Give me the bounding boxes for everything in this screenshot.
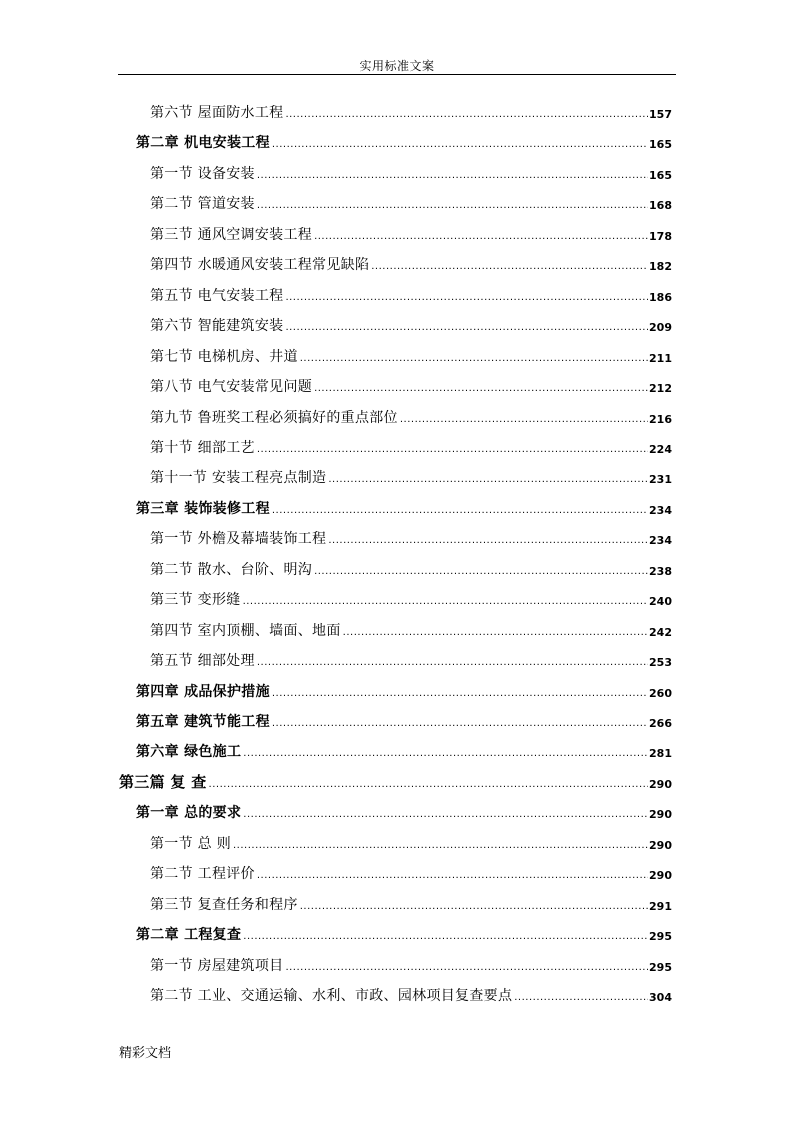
toc-entry[interactable] xyxy=(136,701,672,731)
toc-entry[interactable] xyxy=(150,336,672,366)
toc-entry[interactable] xyxy=(136,914,672,944)
toc-entry-title: 第三节 通风空调安装工程 xyxy=(150,226,313,243)
toc-entry-title: 第四节 水暖通风安装工程常见缺陷 xyxy=(150,257,370,274)
toc-entry[interactable] xyxy=(150,975,672,1005)
toc-page-number: 242 xyxy=(649,625,672,639)
toc-dot-leader xyxy=(243,808,648,822)
toc-dot-leader xyxy=(243,930,648,944)
toc-dot-leader xyxy=(257,199,648,213)
toc-entry[interactable] xyxy=(150,397,672,427)
toc-entry[interactable] xyxy=(150,427,672,457)
toc-dot-leader xyxy=(314,230,648,244)
toc-entry[interactable] xyxy=(136,671,672,701)
toc-entry[interactable] xyxy=(150,275,672,305)
toc-entry[interactable] xyxy=(150,305,672,335)
toc-entry-title: 第六节 智能建筑安装 xyxy=(150,318,284,335)
toc-page-number: 295 xyxy=(649,960,672,974)
toc-entry[interactable] xyxy=(150,853,672,883)
toc-page-number: 290 xyxy=(649,838,672,852)
toc-dot-leader xyxy=(272,717,648,731)
toc-dot-leader xyxy=(400,413,648,427)
toc-page-number: 304 xyxy=(649,991,672,1005)
toc-page-number: 291 xyxy=(649,899,672,913)
toc-entry[interactable] xyxy=(150,457,672,487)
toc-page-number: 234 xyxy=(649,534,672,548)
toc-entry-title: 第十一节 安装工程亮点制造 xyxy=(150,470,327,487)
toc-dot-leader xyxy=(314,565,648,579)
toc-page-number: 182 xyxy=(649,260,672,274)
toc-dot-leader xyxy=(328,473,648,487)
toc-entry-title: 第五节 细部处理 xyxy=(150,653,255,670)
toc-entry[interactable] xyxy=(150,92,672,122)
toc-entry-title: 第二章 工程复查 xyxy=(136,927,242,944)
toc-dot-leader xyxy=(257,869,648,883)
toc-entry-title: 第三章 装饰装修工程 xyxy=(136,500,270,517)
toc-dot-leader xyxy=(272,687,648,701)
toc-page-number: 157 xyxy=(649,108,672,121)
toc-dot-leader xyxy=(233,839,648,853)
toc-page-number: 186 xyxy=(649,290,672,304)
toc-dot-leader xyxy=(285,321,648,335)
toc-page-number: 290 xyxy=(649,869,672,883)
toc-entry[interactable] xyxy=(136,731,672,761)
toc-entry-title: 第一节 外檐及幕墙装饰工程 xyxy=(150,531,327,548)
toc-dot-leader xyxy=(314,382,648,396)
toc-page-number: 290 xyxy=(649,777,672,791)
toc-entry[interactable] xyxy=(150,214,672,244)
header-rule xyxy=(118,74,676,75)
toc-entry-title: 第一节 总 则 xyxy=(150,835,231,852)
toc-dot-leader xyxy=(300,900,648,914)
toc-entry-title: 第一章 总的要求 xyxy=(136,805,242,822)
toc-entry-title: 第二节 管道安装 xyxy=(150,196,255,213)
toc-page-number: 168 xyxy=(649,199,672,213)
toc-entry[interactable] xyxy=(150,610,672,640)
toc-entry[interactable] xyxy=(150,183,672,213)
toc-page-number: 224 xyxy=(649,442,672,456)
toc-entry[interactable] xyxy=(136,792,672,822)
toc-entry[interactable] xyxy=(150,244,672,274)
toc-entry-title: 第四章 成品保护措施 xyxy=(136,683,270,700)
toc-entry[interactable] xyxy=(150,640,672,670)
toc-page-number: 165 xyxy=(649,168,672,182)
toc-entry-title: 第五节 电气安装工程 xyxy=(150,287,284,304)
toc-page-number: 234 xyxy=(649,503,672,517)
toc-page-number: 212 xyxy=(649,382,672,396)
toc-dot-leader xyxy=(257,443,648,457)
toc-dot-leader xyxy=(514,991,648,1005)
toc-page-number: 290 xyxy=(649,808,672,822)
toc-entry[interactable] xyxy=(119,762,672,792)
toc-dot-leader xyxy=(371,260,648,274)
toc-dot-leader xyxy=(285,961,648,975)
toc-entry-title: 第三篇 复 查 xyxy=(119,772,207,791)
toc-page-number: 260 xyxy=(649,686,672,700)
toc-entry-title: 第七节 电梯机房、井道 xyxy=(150,348,298,365)
toc-page-number: 295 xyxy=(649,930,672,944)
toc-page-number: 266 xyxy=(649,717,672,730)
toc-dot-leader xyxy=(257,169,648,183)
toc-dot-leader xyxy=(243,747,648,761)
toc-dot-leader xyxy=(300,352,648,366)
toc-entry-title: 第四节 室内顶棚、墙面、地面 xyxy=(150,622,341,639)
toc-entry-title: 第五章 建筑节能工程 xyxy=(136,714,270,730)
toc-dot-leader xyxy=(343,626,648,640)
toc-entry-title: 第三节 复查任务和程序 xyxy=(150,896,298,913)
toc-entry-title: 第二节 散水、台阶、明沟 xyxy=(150,561,313,578)
toc-page-number: 238 xyxy=(649,564,672,578)
toc-entry-title: 第六节 屋面防水工程 xyxy=(150,105,284,121)
toc-dot-leader xyxy=(285,291,648,305)
toc-dot-leader xyxy=(257,656,648,670)
toc-page-number: 216 xyxy=(649,412,672,426)
toc-entry-title: 第十节 细部工艺 xyxy=(150,439,255,456)
toc-page-number: 211 xyxy=(649,351,672,365)
toc-entry-title: 第二章 机电安装工程 xyxy=(136,135,270,152)
toc-entry-title: 第八节 电气安装常见问题 xyxy=(150,379,313,396)
toc-entry-title: 第二节 工程评价 xyxy=(150,866,255,883)
toc-entry-title: 第九节 鲁班奖工程必须搞好的重点部位 xyxy=(150,409,398,426)
toc-entry-title: 第六章 绿色施工 xyxy=(136,744,242,761)
toc-entry[interactable] xyxy=(150,823,672,853)
toc-dot-leader xyxy=(285,108,648,122)
toc-entry[interactable] xyxy=(150,945,672,975)
toc-entry-title: 第一节 设备安装 xyxy=(150,165,255,182)
toc-dot-leader xyxy=(209,778,648,792)
toc-page-number: 231 xyxy=(649,473,672,487)
toc-entry-title: 第三节 变形缝 xyxy=(150,592,241,609)
toc-page-number: 281 xyxy=(649,747,672,761)
toc-page-number: 209 xyxy=(649,321,672,335)
toc-entry[interactable] xyxy=(150,884,672,914)
toc-entry[interactable] xyxy=(136,122,672,152)
toc-dot-leader xyxy=(243,595,648,609)
toc-page-number: 178 xyxy=(649,229,672,243)
toc-page-number: 240 xyxy=(649,595,672,609)
toc-entry[interactable] xyxy=(150,366,672,396)
page-footer-text: 精彩文档 xyxy=(119,1046,172,1061)
toc-entry[interactable] xyxy=(150,549,672,579)
toc-entry[interactable] xyxy=(136,488,672,518)
toc-dot-leader xyxy=(272,138,648,152)
toc-entry[interactable] xyxy=(150,518,672,548)
toc-page-number: 253 xyxy=(649,656,672,670)
page-header-title: 实用标准文案 xyxy=(359,59,435,73)
toc-entry-title: 第一节 房屋建筑项目 xyxy=(150,957,284,974)
toc-entry[interactable] xyxy=(150,579,672,609)
toc-page-number: 165 xyxy=(649,138,672,152)
toc-dot-leader xyxy=(272,504,648,518)
toc-dot-leader xyxy=(328,534,648,548)
toc-entry[interactable] xyxy=(150,153,672,183)
toc-entry-title: 第二节 工业、交通运输、水利、市政、园林项目复查要点 xyxy=(150,988,513,1005)
